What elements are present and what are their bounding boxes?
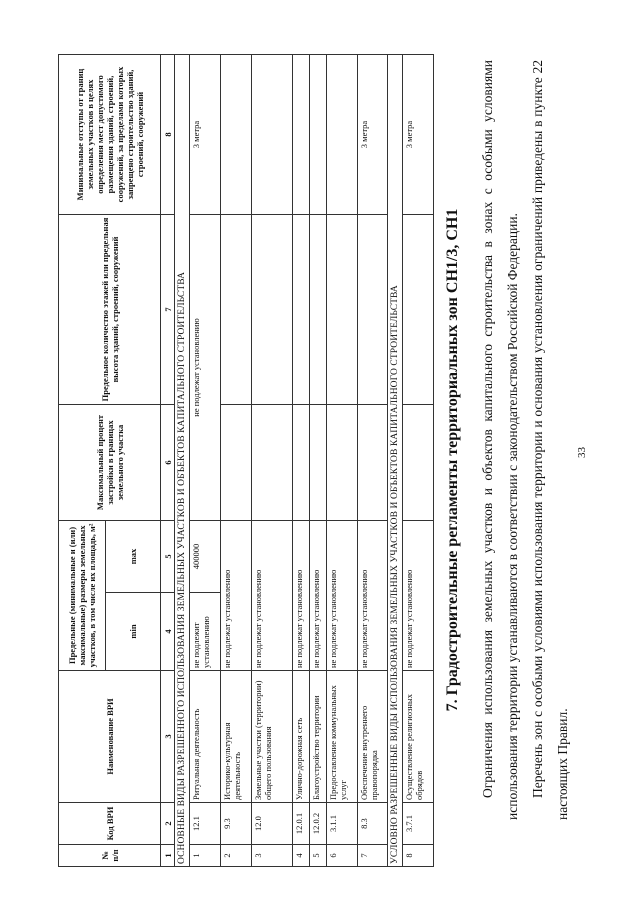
cell-name: Обеспечение внутреннего правопорядка: [357, 671, 388, 803]
column-number: 4: [161, 593, 175, 671]
column-number: 3: [161, 671, 175, 803]
header-setback: Минимальные отступы от границ земельных участков в целях определения мест допустимого размещения зданий, строений, сооружений, за пределами которых запрещено строительство зданий, строений, сооружений: [59, 55, 161, 215]
cell-num: 6: [327, 845, 358, 867]
header-code: Код ВРИ: [59, 803, 161, 845]
cell-num: 1: [190, 845, 221, 867]
cell-floors: [292, 215, 309, 405]
header-row-1: [59, 55, 106, 867]
cell-code: 3.7.1: [403, 803, 434, 845]
cell-floors: [403, 215, 434, 405]
cell-code: 9.3: [220, 803, 251, 845]
cell-num: 4: [292, 845, 309, 867]
header-sizes: Предельные (минимальные и (или) максимальные) размеры земельных участков, в том числе их площадь, м²: [59, 521, 106, 671]
intro-paragraph-2: Перечень зон с особыми условиями использования территории и основания установления ограничений приведены в пункте 22 настоящих Правил.: [530, 60, 570, 820]
column-number: 2: [161, 803, 175, 845]
cell-setback: 3 метра: [190, 55, 221, 215]
header-name: Наименование ВРИ: [59, 671, 161, 803]
intro-paragraph-1: Ограничения использования земельных участков и объектов капитального строительства в зонах с особыми условиями использования территории устанавливаются в соответствии с законодательством Российской Федерации.: [480, 60, 520, 820]
column-number: 7: [161, 215, 175, 405]
cell-num: 7: [357, 845, 388, 867]
cell-name: Ритуальная деятельность: [190, 671, 221, 803]
table-row: [190, 55, 221, 867]
cell-name: Историко-культурная деятельность: [220, 671, 251, 803]
cell-code: 12.1: [190, 803, 221, 845]
column-number: 6: [161, 405, 175, 521]
cell-name: Предоставление коммунальных услуг: [327, 671, 358, 803]
cell-floors: [309, 215, 326, 405]
cell-setback: [327, 55, 358, 215]
cell-name: Осуществление религиозных обрядов: [403, 671, 434, 803]
page-number: 33: [576, 447, 588, 458]
cell-setback: [251, 55, 292, 215]
section-heading-main-uses: ОСНОВНЫЕ ВИДЫ РАЗРЕШЕННОГО ИСПОЛЬЗОВАНИЯ ЗЕМЕЛЬНЫХ УЧАСТКОВ И ОБЪЕКТОВ КАПИТАЛЬНОГО СТРОИТЕЛЬСТВА: [177, 271, 187, 864]
cell-num: 5: [309, 845, 326, 867]
section-row-conditional-uses: [388, 55, 403, 867]
cell-min-max: не подлежат установлению: [309, 521, 326, 671]
cell-code: 3.1.1: [327, 803, 358, 845]
table-row: [309, 55, 326, 867]
cell-min: не подлежит установлению: [190, 593, 221, 671]
cell-num: 2: [220, 845, 251, 867]
cell-min-max: не подлежат установлению: [403, 521, 434, 671]
header-min: min: [106, 593, 161, 671]
table-row: [220, 55, 251, 867]
cell-percent: [403, 405, 434, 521]
cell-num: 3: [251, 845, 292, 867]
cell-percent: [357, 405, 388, 521]
regulations-table: [58, 54, 434, 867]
cell-floors: [357, 215, 388, 405]
cell-min-max: не подлежат установлению: [327, 521, 358, 671]
cell-percent: [251, 405, 292, 521]
section-title: 7. Градостроительные регламенты территориальных зон СН1/3, СН1: [444, 208, 461, 712]
cell-setback: [292, 55, 309, 215]
cell-setback: 3 метра: [403, 55, 434, 215]
cell-percent: [220, 405, 251, 521]
header-floors: Предельное количество этажей или предельная высота зданий, строений, сооружений: [59, 215, 161, 405]
column-number: 8: [161, 55, 175, 215]
cell-min-max: не подлежат установлению: [292, 521, 309, 671]
cell-percent: [327, 405, 358, 521]
column-number: 5: [161, 521, 175, 593]
cell-min-max: не подлежат установлению: [251, 521, 292, 671]
cell-percent-floors: не подлежат установлению: [190, 215, 221, 521]
intro-text: [475, 60, 575, 820]
column-number-row: [161, 55, 175, 867]
cell-max: 400000: [190, 521, 221, 593]
cell-code: 12.0: [251, 803, 292, 845]
header-num: № п/п: [59, 845, 161, 867]
cell-setback: 3 метра: [357, 55, 388, 215]
section-heading-conditional-uses: УСЛОВНО РАЗРЕШЕННЫЕ ВИДЫ ИСПОЛЬЗОВАНИЯ ЗЕМЕЛЬНЫХ УЧАСТКОВ И ОБЪЕКТОВ КАПИТАЛЬНОГО СТРОИТЕЛЬСТВА: [390, 285, 401, 864]
cell-num: 8: [403, 845, 434, 867]
cell-floors: [220, 215, 251, 405]
column-number: 1: [161, 845, 175, 867]
cell-floors: [251, 215, 292, 405]
cell-min-max: не подлежат установлению: [357, 521, 388, 671]
cell-min-max: не подлежат установлению: [220, 521, 251, 671]
section-row-main-uses: [175, 55, 190, 867]
cell-name: Земельные участки (территории) общего пользования: [251, 671, 292, 803]
cell-floors: [327, 215, 358, 405]
cell-percent: [309, 405, 326, 521]
header-percent: Максимальный процент застройки в границах земельного участка: [59, 405, 161, 521]
cell-code: 8.3: [357, 803, 388, 845]
cell-percent: [292, 405, 309, 521]
cell-code: 12.0.2: [309, 803, 326, 845]
cell-code: 12.0.1: [292, 803, 309, 845]
cell-setback: [309, 55, 326, 215]
table-row: [403, 55, 434, 867]
table-row: [357, 55, 388, 867]
cell-name: Улично-дорожная сеть: [292, 671, 309, 803]
cell-setback: [220, 55, 251, 215]
table-row: [327, 55, 358, 867]
table-row: [251, 55, 292, 867]
table-row: [292, 55, 309, 867]
header-max: max: [106, 521, 161, 593]
cell-name: Благоустройство территории: [309, 671, 326, 803]
